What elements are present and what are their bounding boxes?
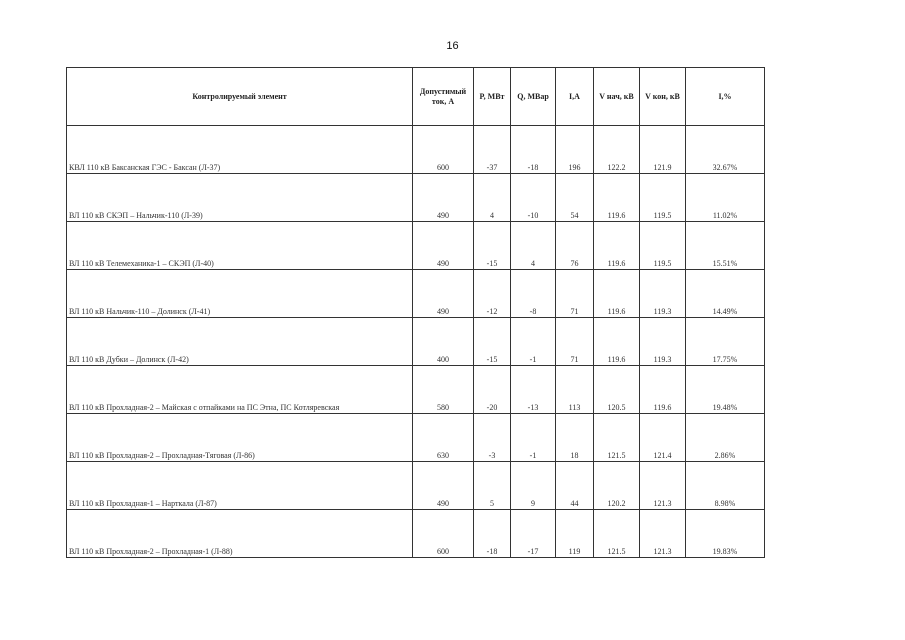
cell-v-start: 119.6 [594,174,640,222]
table-row [67,510,765,558]
cell-allowed-current: 580 [413,366,474,414]
header-allowed-current: Допустимый ток, А [413,68,474,126]
header-current-percent: I,% [686,68,765,126]
cell-p: -18 [474,510,511,558]
cell-i: 113 [556,366,594,414]
page-number: 16 [446,40,459,52]
cell-i: 71 [556,270,594,318]
table-row [67,462,765,510]
cell-p: -3 [474,414,511,462]
cell-allowed-current: 490 [413,174,474,222]
header-active-power: P, МВт [474,68,511,126]
cell-q: -10 [511,174,556,222]
cell-element: ВЛ 110 кВ Нальчик-110 – Долинск (Л-41) [67,270,413,318]
cell-p: -15 [474,318,511,366]
cell-i: 71 [556,318,594,366]
table-row [67,270,765,318]
cell-allowed-current: 600 [413,126,474,174]
cell-v-end: 119.3 [640,270,686,318]
control-elements-table [66,67,765,558]
cell-i: 18 [556,414,594,462]
cell-q: 4 [511,222,556,270]
cell-p: -12 [474,270,511,318]
cell-v-start: 120.2 [594,462,640,510]
cell-element: ВЛ 110 кВ Прохладная-2 – Прохладная-Тяговая (Л-86) [67,414,413,462]
cell-element: ВЛ 110 кВ Прохладная-2 – Майская с отпайками на ПС Этна, ПС Котляревская [67,366,413,414]
cell-q: -1 [511,414,556,462]
cell-v-end: 121.4 [640,414,686,462]
cell-allowed-current: 400 [413,318,474,366]
cell-allowed-current: 630 [413,414,474,462]
cell-element: КВЛ 110 кВ Баксанская ГЭС - Баксан (Л-37) [67,126,413,174]
header-current: I,A [556,68,594,126]
cell-v-start: 122.2 [594,126,640,174]
cell-i: 196 [556,126,594,174]
table-row [67,126,765,174]
cell-v-start: 120.5 [594,366,640,414]
cell-i-percent: 8.98% [686,462,765,510]
cell-v-start: 119.6 [594,318,640,366]
cell-i-percent: 2.86% [686,414,765,462]
cell-p: -15 [474,222,511,270]
cell-i: 54 [556,174,594,222]
cell-v-end: 121.9 [640,126,686,174]
cell-v-start: 121.5 [594,414,640,462]
cell-element: ВЛ 110 кВ Прохладная-2 – Прохладная-1 (Л-88) [67,510,413,558]
cell-v-start: 119.6 [594,222,640,270]
cell-allowed-current: 490 [413,462,474,510]
cell-i-percent: 15.51% [686,222,765,270]
cell-v-end: 121.3 [640,510,686,558]
header-voltage-start: V нач, кВ [594,68,640,126]
cell-i: 44 [556,462,594,510]
cell-element: ВЛ 110 кВ Телемеханика-1 – СКЭП (Л-40) [67,222,413,270]
table-row [67,174,765,222]
header-reactive-power: Q, МВар [511,68,556,126]
cell-i-percent: 19.48% [686,366,765,414]
cell-p: -37 [474,126,511,174]
cell-i: 119 [556,510,594,558]
table-header-row [67,68,765,126]
cell-allowed-current: 490 [413,222,474,270]
cell-q: -17 [511,510,556,558]
cell-element: ВЛ 110 кВ СКЭП – Нальчик-110 (Л-39) [67,174,413,222]
table-row [67,318,765,366]
header-voltage-end: V кон, кВ [640,68,686,126]
cell-v-end: 119.6 [640,366,686,414]
table-row [67,366,765,414]
cell-i: 76 [556,222,594,270]
cell-i-percent: 14.49% [686,270,765,318]
cell-v-end: 121.3 [640,462,686,510]
cell-v-end: 119.3 [640,318,686,366]
cell-q: 9 [511,462,556,510]
cell-i-percent: 17.75% [686,318,765,366]
cell-i-percent: 19.83% [686,510,765,558]
header-controlled-element: Контролируемый элемент [67,68,413,126]
cell-q: -13 [511,366,556,414]
cell-q: -18 [511,126,556,174]
cell-i-percent: 11.02% [686,174,765,222]
cell-allowed-current: 490 [413,270,474,318]
table-row [67,414,765,462]
cell-v-end: 119.5 [640,174,686,222]
cell-v-start: 121.5 [594,510,640,558]
cell-p: 5 [474,462,511,510]
cell-v-start: 119.6 [594,270,640,318]
cell-element: ВЛ 110 кВ Дубки – Долинск (Л-42) [67,318,413,366]
cell-v-end: 119.5 [640,222,686,270]
cell-q: -8 [511,270,556,318]
cell-p: -20 [474,366,511,414]
cell-allowed-current: 600 [413,510,474,558]
cell-q: -1 [511,318,556,366]
cell-i-percent: 32.67% [686,126,765,174]
cell-element: ВЛ 110 кВ Прохладная-1 – Нарткала (Л-87) [67,462,413,510]
table-row [67,222,765,270]
cell-p: 4 [474,174,511,222]
